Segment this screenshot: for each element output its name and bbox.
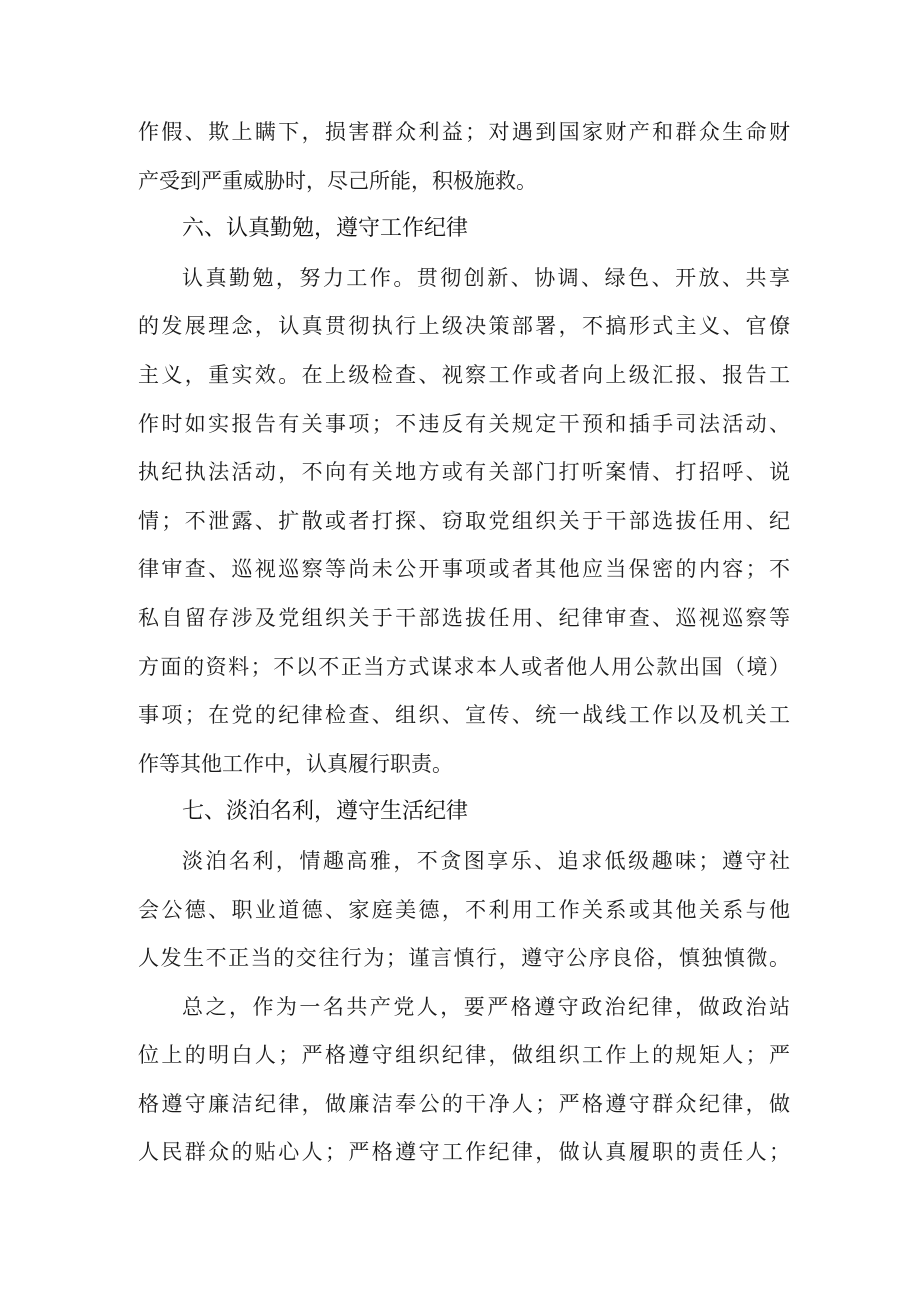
paragraph-line-8: 执纪执法活动，不向有关地方或有关部门打听案情、打招呼、说 bbox=[138, 460, 790, 485]
paragraph-line-22: 人民群众的贴心人；严格遵守工作纪律，做认真履职的责任人； bbox=[138, 1140, 790, 1165]
paragraph-line-19: 总之，作为一名共产党人，要严格遵守政治纪律，做政治站 bbox=[182, 994, 790, 1019]
paragraph-line-16: 淡泊名利，情趣高雅，不贪图享乐、追求低级趣味；遵守社 bbox=[182, 848, 790, 873]
paragraph-line-21: 格遵守廉洁纪律，做廉洁奉公的干净人；严格遵守群众纪律，做 bbox=[138, 1091, 790, 1116]
paragraph-line-5: 的发展理念，认真贯彻执行上级决策部署，不搞形式主义、官僚 bbox=[138, 314, 790, 339]
paragraph-line-11: 私自留存涉及党组织关于干部选拔任用、纪律审查、巡视巡察等 bbox=[138, 605, 790, 630]
section-heading-6: 六、认真勤勉，遵守工作纪律 bbox=[182, 216, 469, 242]
paragraph-line-12: 方面的资料；不以不正当方式谋求本人或者他人用公款出国（境） bbox=[138, 654, 790, 679]
paragraph-line-17: 会公德、职业道德、家庭美德，不利用工作关系或其他关系与他 bbox=[138, 897, 790, 922]
section-heading-7: 七、淡泊名利，遵守生活纪律 bbox=[182, 799, 469, 825]
document-body bbox=[138, 108, 790, 1177]
paragraph-line-20: 位上的明白人；严格遵守组织纪律，做组织工作上的规矩人；严 bbox=[138, 1043, 790, 1068]
paragraph-line-1: 作假、欺上瞒下，损害群众利益；对遇到国家财产和群众生命财 bbox=[138, 120, 790, 144]
paragraph-line-14: 作等其他工作中，认真履行职责。 bbox=[138, 751, 453, 776]
paragraph-line-13: 事项；在党的纪律检查、组织、宣传、统一战线工作以及机关工 bbox=[138, 703, 790, 728]
paragraph-line-7: 作时如实报告有关事项；不违反有关规定干预和插手司法活动、 bbox=[138, 411, 790, 436]
paragraph-line-2: 产受到严重威胁时，尽己所能，积极施救。 bbox=[138, 168, 537, 193]
paragraph-line-6: 主义，重实效。在上级检查、视察工作或者向上级汇报、报告工 bbox=[138, 362, 790, 387]
paragraph-line-9: 情；不泄露、扩散或者打探、窃取党组织关于干部选拔任用、纪 bbox=[138, 508, 790, 533]
paragraph-line-4: 认真勤勉，努力工作。贯彻创新、协调、绿色、开放、共享 bbox=[182, 265, 790, 290]
paragraph-line-18: 人发生不正当的交往行为；谨言慎行，遵守公序良俗，慎独慎微。 bbox=[138, 946, 790, 971]
paragraph-line-10: 律审查、巡视巡察等尚未公开事项或者其他应当保密的内容；不 bbox=[138, 557, 790, 582]
